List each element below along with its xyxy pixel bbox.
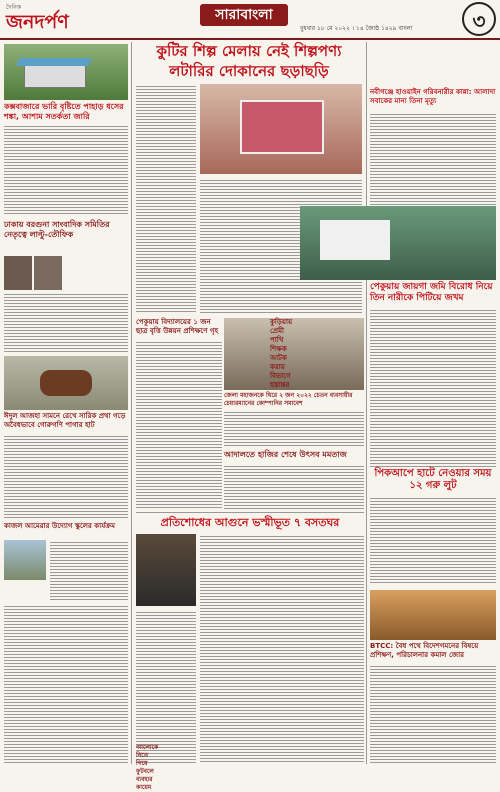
lead-headline: কুটির শিল্প মেলায় নেই শিল্পপণ্য (156, 42, 342, 60)
headline-kitchen: পিকআপে হাটে নেওয়ার সময় ১২ গরু লুট (374, 468, 492, 491)
headline-coxsbazar: কক্সবাজারে ভারি বৃষ্টিতে পাহাড় ধসের শঙ্কা, আশাম সতর্কতা জারি (4, 102, 124, 121)
building-photo (4, 540, 46, 580)
section-title: সারাবাংলা (200, 4, 288, 26)
brand-tagline: দৈনিক (6, 4, 22, 11)
article-body (224, 410, 364, 448)
lead-headline-line2: লটারির দোকানের ছড়াছড়ি (169, 62, 329, 80)
dateline: বুধবার ১৮ মে ২০২২ । ১৪ জ্যৈষ্ঠ ১৪২৯ বাংলা (300, 25, 413, 32)
headline-btcc: BTCC: বৈধ পথে বিদেশগমনের বিষয়ে প্রশিক্ষণ, পরিচালনার কমাল জোর (370, 642, 479, 659)
headline-haor: নবীগঞ্জে হাওয়াইন গরিবনারীর কান্না: আলাদা সবাকের মান্য তিনা মৃত্যু (370, 88, 496, 105)
headline-dhaka: ঢাকায় বরগুনা সাংবাদিক সমিতির নেতৃত্বে লাল্টু-তৌফিক (4, 220, 110, 239)
headline-revenge: প্রতিশোধের আগুনে ভস্মীভূত ৭ বসতঘর (160, 516, 340, 529)
cow-photo (4, 356, 128, 410)
headline-college: কাজল আমেরার উদ্যোগ স্কুলের কার্যক্রম (4, 522, 115, 530)
meeting-photo (224, 318, 364, 390)
fire-photo (136, 534, 196, 606)
land-dispute-photo (300, 206, 496, 280)
headline-land: পেকুয়ায় জায়গা জমি বিরোধ নিয়ে তিন নারীকে পিটিয়ে জখম (370, 282, 493, 303)
caption-meeting: জেলা মহাজনকে ঘিরে ২ জন ২০২২ চেতন ব্যবসায়ীর চেয়ারম্যানের কোম্পানির সমাবেশ (224, 392, 353, 407)
article-body (136, 340, 222, 510)
article-body (370, 664, 496, 764)
section-rule (136, 512, 364, 513)
fair-photo (200, 84, 362, 174)
article-body (136, 84, 196, 314)
article-body (4, 292, 128, 352)
column-rule (131, 42, 132, 764)
article-body (50, 540, 128, 600)
article-body (370, 112, 496, 206)
landslide-photo (4, 44, 128, 100)
btcc-photo (370, 590, 496, 640)
headline-cow: ঈদুল আজহা সামনে রেখে সারিক প্রথা গড়ে অবৈধভাবে গোরুগণি পাগার হাট (4, 412, 126, 429)
article-body (136, 610, 196, 764)
article-body (4, 124, 128, 216)
article-body (4, 604, 128, 764)
portrait-photo (34, 256, 62, 290)
article-body (370, 496, 496, 584)
page-number: ৩ (462, 2, 496, 36)
column-rule (366, 42, 367, 764)
article-body (4, 434, 128, 518)
portrait-photo (4, 256, 32, 290)
article-body (200, 534, 364, 764)
headline-case: আদালতে হাজির শেষে উৎসব মমতাজ (224, 450, 347, 459)
article-body (370, 308, 496, 468)
article-body (224, 464, 364, 510)
headline-scholar: পেকুয়ায় বিদ্যালয়ের ১ জন ছাত্র বৃত্তি উন্নয়ন প্রশিক্ষণে গৃহ (136, 318, 219, 335)
newspaper-logo: জনদর্পণ (6, 11, 69, 33)
